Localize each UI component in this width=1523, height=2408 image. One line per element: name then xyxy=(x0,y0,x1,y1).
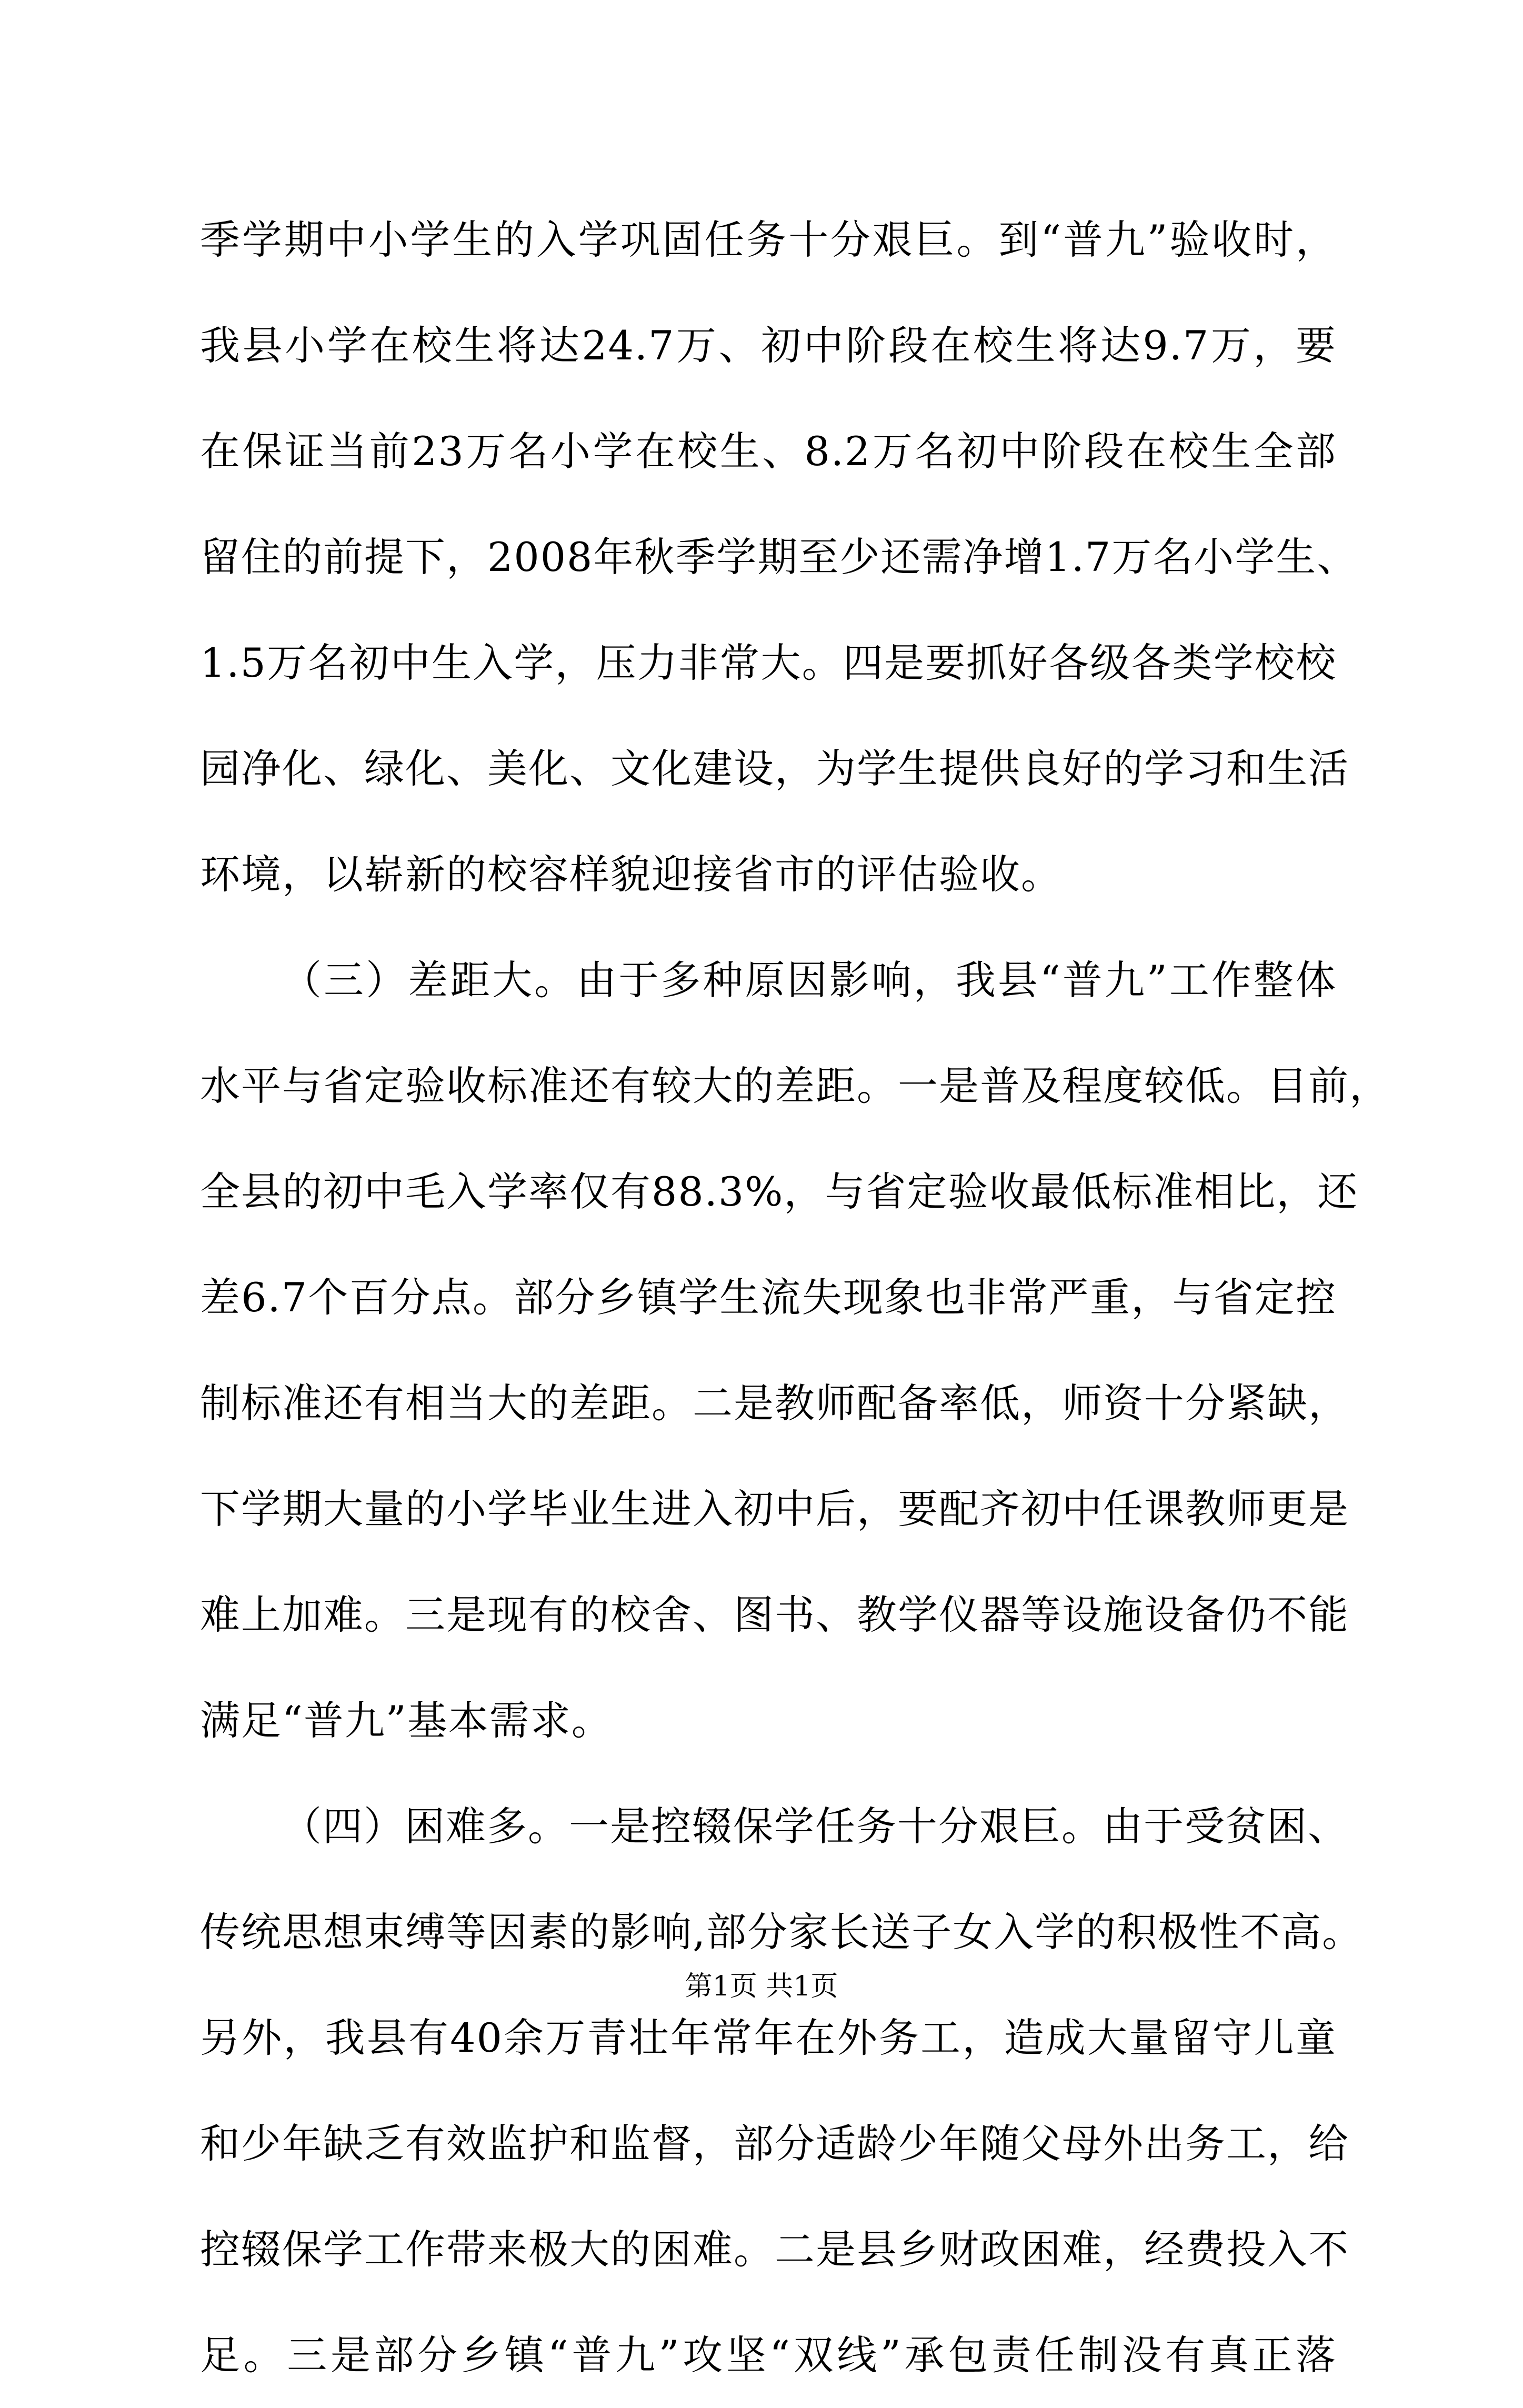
text-line-17: 传统思想束缚等因素的影响,部分家长送子女入学的积极性不高。 xyxy=(200,1909,1364,1955)
text-line-4: 留住的前提下，2008年秋季学期至少还需净增1.7万名小学生、 xyxy=(200,534,1358,580)
text-line-12: 制标准还有相当大的差距。二是教师配备率低，师资十分紧缺， xyxy=(200,1380,1349,1427)
text-line-10: 全县的初中毛入学率仅有88.3%，与省定验收最低标准相比，还 xyxy=(200,1168,1359,1215)
page-number-label: 第1页 共1页 xyxy=(685,1971,838,2002)
paragraph-3-heading-line: （三）差距大。由于多种原因影响，我县“普九”工作整体 xyxy=(282,957,1337,1004)
body-text xyxy=(200,187,1390,2408)
text-line-15: 满足“普九”基本需求。 xyxy=(200,1697,613,1744)
text-line-14: 难上加难。三是现有的校舍、图书、教学仪器等设施设备仍不能 xyxy=(200,1591,1349,1638)
text-line-3: 在保证当前23万名小学在校生、8.2万名初中阶段在校生全部 xyxy=(200,428,1337,475)
text-line-19: 和少年缺乏有效监护和监督，部分适龄少年随父母外出务工，给 xyxy=(200,2120,1349,2167)
paragraph-4-heading-line: （四）困难多。一是控辍保学任务十分艰巨。由于受贫困、 xyxy=(282,1803,1349,1850)
text-line-11: 差6.7个百分点。部分乡镇学生流失现象也非常严重，与省定控 xyxy=(200,1274,1337,1321)
text-line-21: 足。三是部分乡镇“普九”攻坚“双线”承包责任制没有真正落 xyxy=(200,2332,1337,2379)
text-line-9: 水平与省定验收标准还有较大的差距。一是普及程度较低。目前， xyxy=(200,1062,1390,1109)
text-line-13: 下学期大量的小学毕业生进入初中后，要配齐初中任课教师更是 xyxy=(200,1486,1349,1532)
text-line-20: 控辍保学工作带来极大的困难。二是县乡财政困难，经费投入不 xyxy=(200,2226,1349,2273)
text-line-2: 我县小学在校生将达24.7万、初中阶段在校生将达9.7万，要 xyxy=(200,322,1337,369)
text-line-5: 1.5万名初中生入学，压力非常大。四是要抓好各级各类学校校 xyxy=(200,639,1337,686)
text-line-6: 园净化、绿化、美化、文化建设，为学生提供良好的学习和生活 xyxy=(200,745,1349,792)
text-line-7: 环境，以崭新的校容样貌迎接省市的评估验收。 xyxy=(200,851,1062,898)
text-line-1: 季学期中小学生的入学巩固任务十分艰巨。到“普九”验收时， xyxy=(200,216,1337,263)
page-footer xyxy=(0,1968,1523,2005)
text-line-18: 另外，我县有40余万青壮年常年在外务工，造成大量留守儿童 xyxy=(200,2014,1337,2061)
